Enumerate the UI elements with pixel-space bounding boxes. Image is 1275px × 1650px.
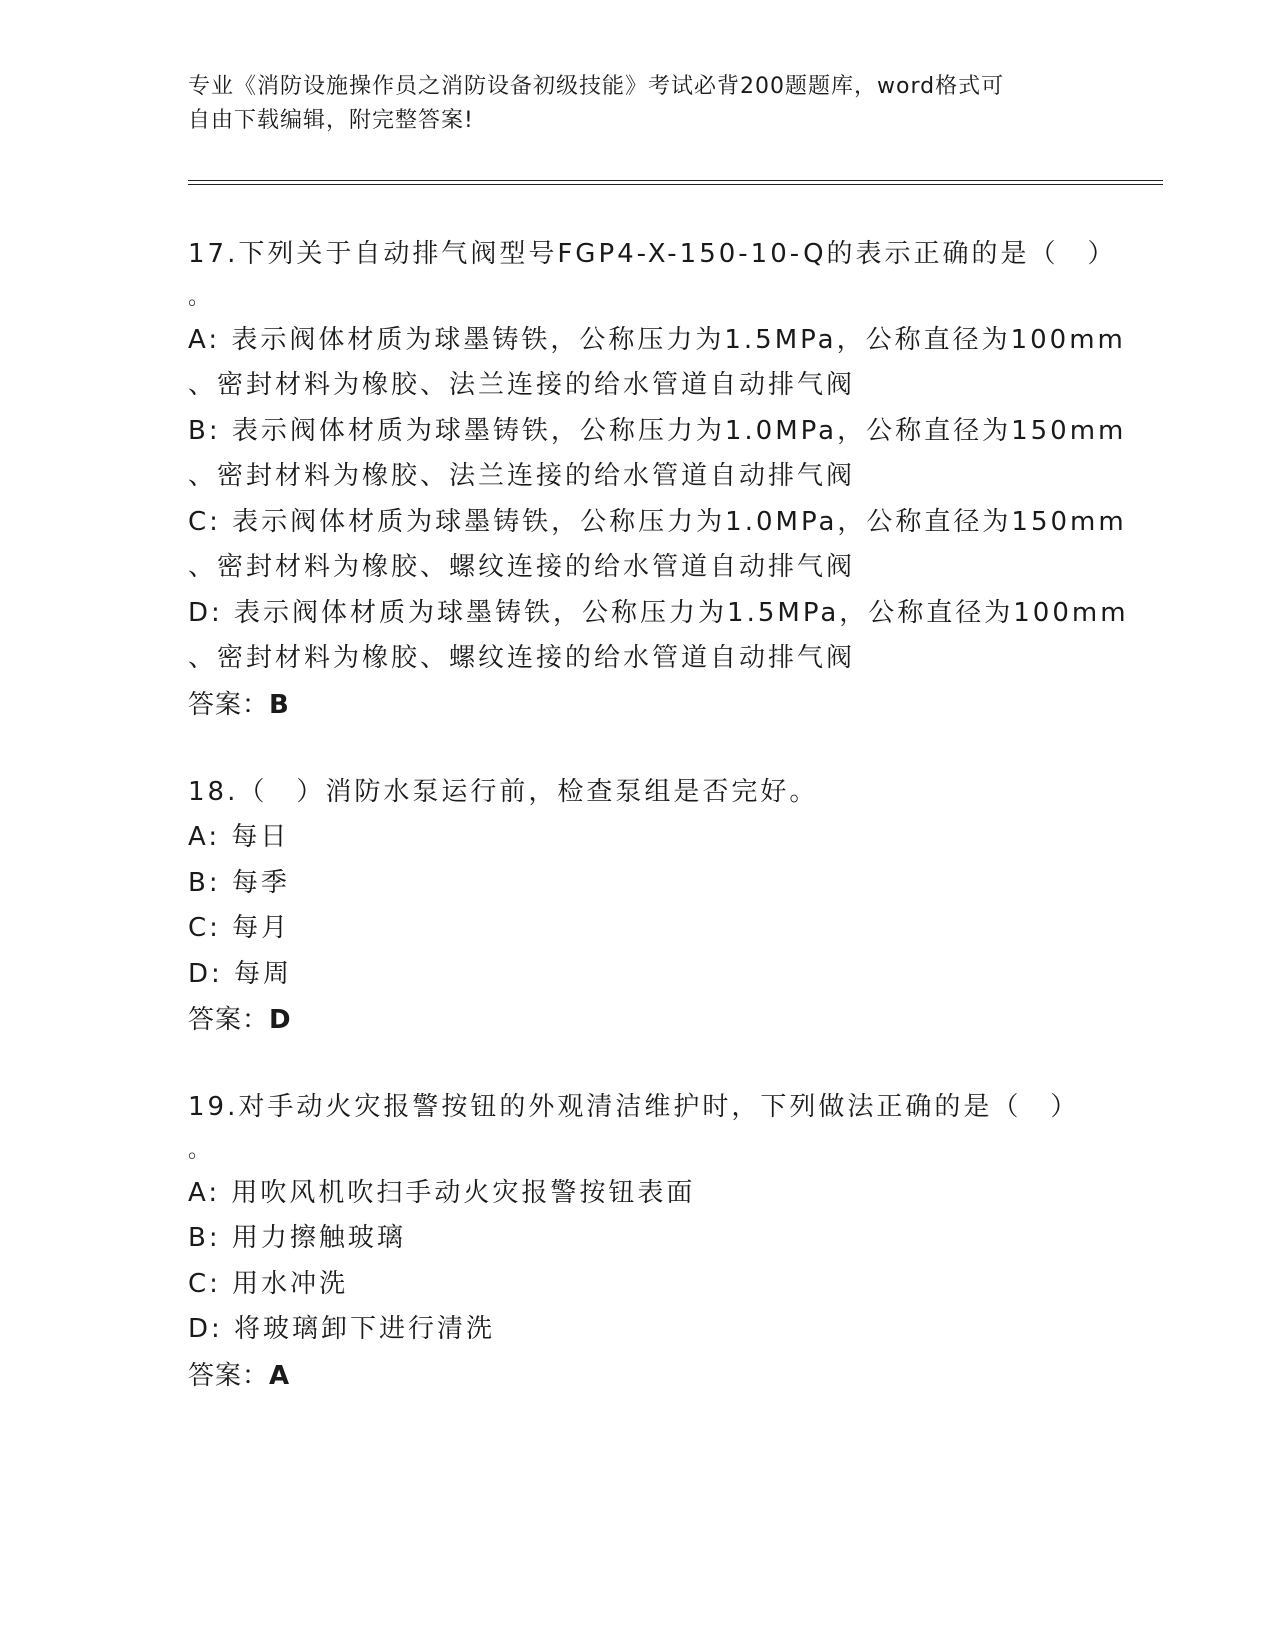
answer-line <box>188 682 1088 728</box>
question-list <box>188 232 1129 1441</box>
answer-value: B <box>269 689 290 720</box>
option-a-continued: 、密封材料为橡胶、法兰连接的给水管道自动排气阀 <box>188 370 856 400</box>
question-stem: 17.下列关于自动排气阀型号FGP4-X-150-10-Q的表示正确的是（ ） <box>188 239 1117 269</box>
header-line-1: 专业《消防设施操作员之消防设备初级技能》考试必背200题题库，word格式可 <box>188 74 1005 99</box>
question-17 <box>188 232 1129 728</box>
option-c: C: 每月 <box>188 913 291 943</box>
answer-value: D <box>269 1005 292 1035</box>
option-c: C: 用水冲洗 <box>188 1268 349 1299</box>
answer-label: 答案： <box>188 1005 270 1035</box>
document-header <box>188 70 1088 138</box>
option-d-continued: 、密封材料为橡胶、螺纹连接的给水管道自动排气阀 <box>188 643 856 673</box>
option-b: B: 每季 <box>188 867 290 898</box>
question-stem: 19.对手动火灾报警按钮的外观清洁维护时，下列做法正确的是（ ） <box>188 1092 1080 1122</box>
answer-line <box>188 997 1088 1043</box>
question-19 <box>188 1085 1088 1399</box>
answer-label: 答案： <box>188 1360 270 1391</box>
option-b: B: 用力擦触玻璃 <box>188 1223 406 1253</box>
question-18 <box>188 770 1088 1044</box>
option-a: A: 表示阀体材质为球墨铸铁，公称压力为1.5MPa，公称直径为100mm <box>188 324 1126 355</box>
header-divider <box>188 180 1163 185</box>
header-line-2: 自由下载编辑，附完整答案! <box>188 108 474 133</box>
option-a: A: 用吹风机吹扫手动火灾报警按钮表面 <box>188 1177 696 1208</box>
option-a: A: 每日 <box>188 822 290 852</box>
question-stem: 18.（ ）消防水泵运行前，检查泵组是否完好。 <box>188 776 819 807</box>
option-d: D: 每周 <box>188 958 293 989</box>
answer-value: A <box>269 1360 291 1391</box>
answer-line <box>188 1353 1088 1399</box>
option-b: B: 表示阀体材质为球墨铸铁，公称压力为1.0MPa，公称直径为150mm <box>188 415 1127 446</box>
option-b-continued: 、密封材料为橡胶、法兰连接的给水管道自动排气阀 <box>188 461 856 491</box>
option-c-continued: 、密封材料为橡胶、螺纹连接的给水管道自动排气阀 <box>188 552 856 582</box>
question-stem-tail: 。 <box>188 1137 214 1163</box>
answer-label: 答案： <box>188 689 270 720</box>
question-stem-tail: 。 <box>188 284 214 310</box>
option-d: D: 表示阀体材质为球墨铸铁，公称压力为1.5MPa，公称直径为100mm <box>188 597 1129 628</box>
option-c: C: 表示阀体材质为球墨铸铁，公称压力为1.0MPa，公称直径为150mm <box>188 506 1127 537</box>
option-d: D: 将玻璃卸下进行清洗 <box>188 1314 496 1344</box>
